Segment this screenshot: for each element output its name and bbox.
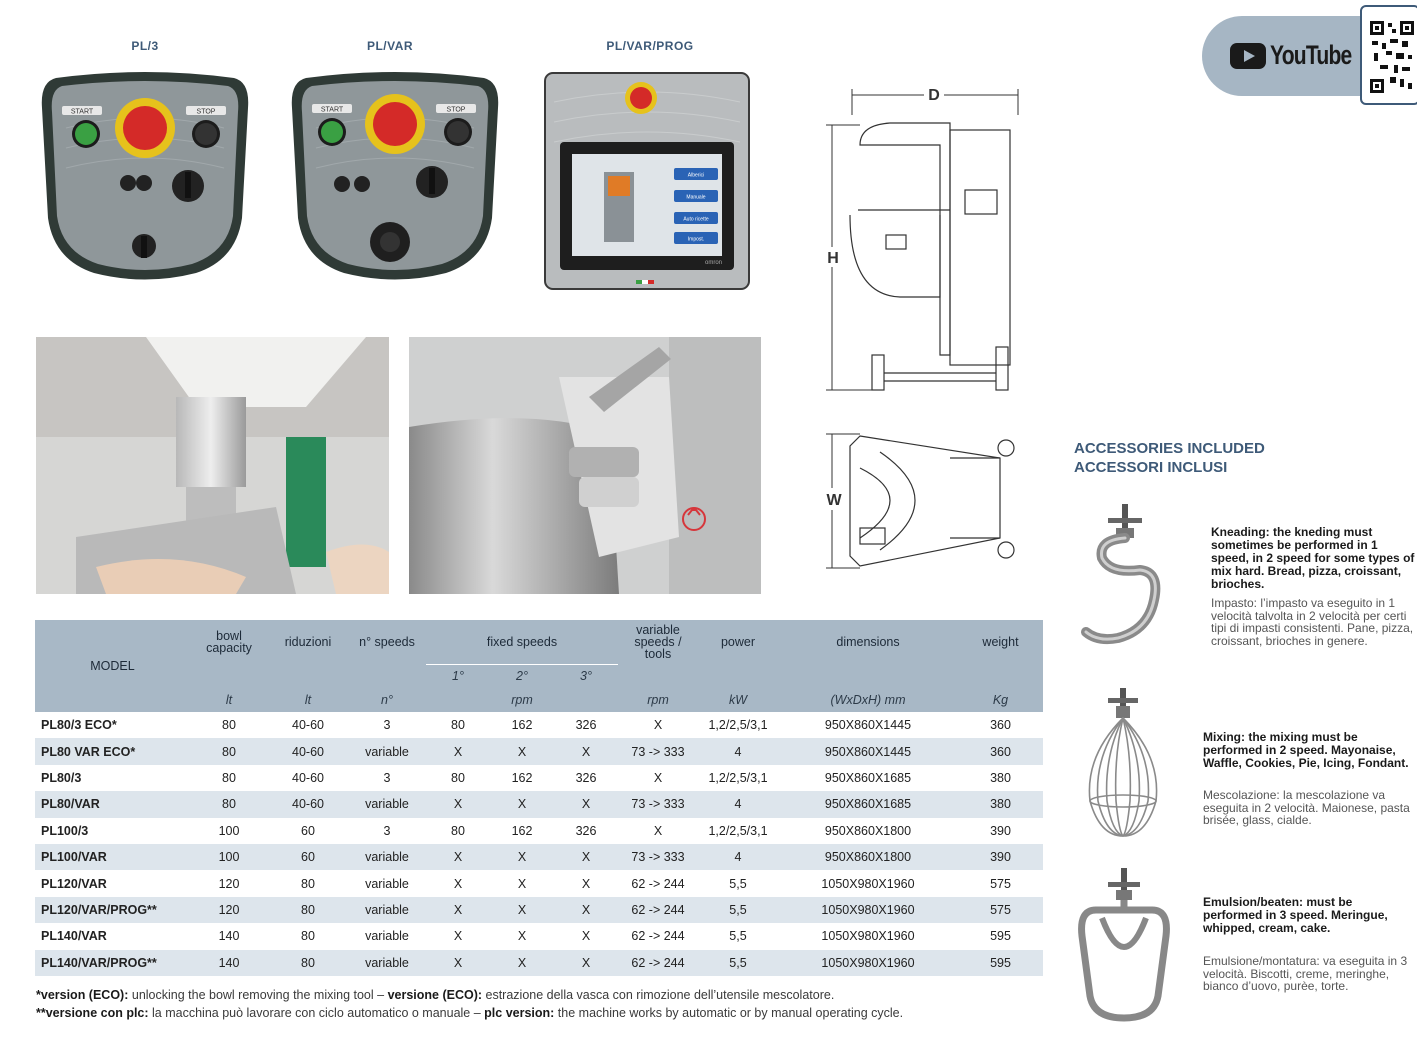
- cell-dimensions: 1050X980X1960: [821, 876, 915, 891]
- cell-speeds: variable: [348, 950, 426, 976]
- cell-weight: 390: [958, 844, 1043, 870]
- header-variable: variable speeds / tools: [618, 620, 698, 664]
- panel-title-pl3: PL/3: [131, 39, 159, 53]
- unit-bowl: lt: [190, 688, 268, 712]
- cell-bowl: 80: [222, 770, 236, 785]
- top-view-diagram: [820, 428, 1035, 573]
- table-row: [35, 791, 1043, 817]
- footnote-eco-text: unlocking the bowl removing the mixing tool –: [128, 988, 388, 1002]
- header-fixed: fixed speeds: [426, 620, 618, 664]
- header-riduzioni: riduzioni: [268, 620, 348, 664]
- cell-speed-2: 162: [511, 770, 533, 785]
- screen-button-label: Auto ricette: [683, 216, 709, 223]
- stop-label-2: STOP: [446, 106, 466, 114]
- accessory-kneading-body: Impasto: l’impasto va eseguito in 1 velocità talvolta in 2 velocità per certi tipi di impasti consistenti. Pane, pizza, croissant, brioches in genere.: [1211, 596, 1414, 648]
- dimension-w-label: W: [826, 492, 842, 509]
- cell-dimensions: 950X860X1445: [824, 718, 912, 733]
- youtube-play-icon[interactable]: [1230, 43, 1266, 69]
- cell-model: PL80/3: [41, 770, 82, 785]
- qr-code-icon: [1370, 21, 1414, 93]
- cell-variable: 73 -> 333: [618, 844, 698, 870]
- cell-speed-1: X: [426, 791, 490, 817]
- cell-bowl: 120: [218, 876, 240, 891]
- screen-button-label: Impost.: [687, 236, 705, 243]
- cell-riduzioni: 80: [268, 897, 348, 923]
- unit-riduzioni: lt: [268, 688, 348, 712]
- cell-riduzioni: 60: [268, 844, 348, 870]
- cell-power: 1,2/2,5/3,1: [708, 770, 768, 785]
- header-speed-1: 1°: [426, 664, 490, 688]
- footnote-plc-text-it: la macchina può lavorare con ciclo automatico o manuale –: [148, 1006, 485, 1020]
- cell-model: PL100/3: [41, 823, 89, 838]
- cell-speeds: variable: [348, 738, 426, 764]
- cell-power: 1,2/2,5/3,1: [708, 823, 768, 838]
- cell-speed-1: X: [426, 844, 490, 870]
- table-row: [35, 923, 1043, 949]
- cell-riduzioni: 80: [268, 950, 348, 976]
- table-row: [35, 897, 1043, 923]
- footnote-plc-label: plc version:: [484, 1006, 555, 1020]
- cell-speeds: variable: [365, 929, 409, 944]
- cell-weight: 595: [958, 950, 1043, 976]
- cell-weight: 380: [990, 770, 1011, 785]
- accessory-kneading-title: Kneading: the kneding must sometimes be performed in 1 speed, in 2 speed for some types of mix hard. Bread, pizza, croissant, brioches.: [1211, 525, 1415, 591]
- accessory-mixing-title: Mixing: the mixing must be performed in 2 speed. Mayonaise, Waffle, Cookies, Pie, Icing, Fondant.: [1203, 730, 1409, 770]
- cell-speed-1: X: [426, 950, 490, 976]
- cell-speed-2: X: [517, 876, 527, 891]
- cell-dimensions: 1050X980X1960: [821, 929, 915, 944]
- cell-speed-1: 80: [451, 823, 465, 838]
- accessory-emulsion-body: Emulsione/montatura: va eseguita in 3 velocità. Biscotti, creme, meringhe, bianco d’uovo, purèe, torte.: [1203, 954, 1408, 993]
- cell-speed-1: X: [453, 929, 463, 944]
- screen-button-label: Alberici: [687, 172, 705, 179]
- unit-fixed: rpm: [426, 688, 618, 712]
- header-bowl: bowl capacity: [190, 620, 268, 664]
- cell-dimensions: 1050X980X1960: [778, 950, 958, 976]
- photo-bowl-lock: [409, 337, 761, 594]
- cell-speeds: variable: [365, 876, 409, 891]
- cell-bowl: 140: [218, 929, 240, 944]
- photo-bowl-coupling: [36, 337, 389, 594]
- cell-speed-1: X: [426, 897, 490, 923]
- unit-speeds: n°: [348, 688, 426, 712]
- panel-title-plvar: PL/VAR: [366, 39, 414, 53]
- cell-weight: 575: [958, 897, 1043, 923]
- cell-speed-3: X: [554, 738, 618, 764]
- cell-power: 1,2/2,5/3,1: [708, 718, 768, 733]
- spec-table: [35, 620, 1043, 976]
- cell-weight: 575: [990, 876, 1011, 891]
- dimension-d-label: D: [928, 87, 940, 104]
- cell-riduzioni: 60: [301, 823, 315, 838]
- cell-speed-1: X: [426, 738, 490, 764]
- cell-weight: 380: [958, 791, 1043, 817]
- cell-bowl: 80: [222, 718, 236, 733]
- panel-title-plvarprog: PL/VAR/PROG: [606, 39, 694, 53]
- cell-variable: 73 -> 333: [618, 791, 698, 817]
- control-panel-plvar: [286, 68, 504, 288]
- footnote-eco: [36, 988, 834, 1002]
- cell-riduzioni: 40-60: [268, 738, 348, 764]
- accessory-mixing-body: Mescolazione: la mescolazione va eseguita in 2 velocità. Maionese, pasta brisée, glass, cialde.: [1203, 788, 1410, 827]
- cell-dimensions: 950X860X1800: [824, 823, 912, 838]
- omron-logo: omron: [704, 260, 722, 266]
- cell-riduzioni: 80: [301, 876, 315, 891]
- cell-dimensions: 950X860X1445: [778, 738, 958, 764]
- cell-speed-3: X: [554, 791, 618, 817]
- cell-riduzioni: 40-60: [292, 718, 324, 733]
- cell-model: PL140/VAR: [41, 929, 107, 944]
- cell-variable: 62 -> 244: [631, 876, 685, 891]
- cell-speeds: 3: [383, 770, 391, 785]
- footnote-plc-label-it: **versione con plc:: [36, 1006, 149, 1020]
- footnote-eco-text-it: estrazione della vasca con rimozione dell’utensile mescolatore.: [482, 988, 835, 1002]
- youtube-label[interactable]: YouTube: [1270, 40, 1352, 70]
- cell-speed-3: 326: [575, 718, 597, 733]
- cell-speed-2: X: [490, 950, 554, 976]
- dimension-h-label: H: [827, 250, 839, 267]
- cell-speed-2: X: [490, 791, 554, 817]
- cell-bowl: 80: [190, 791, 268, 817]
- header-dimensions: dimensions: [778, 620, 958, 664]
- cell-variable: 62 -> 244: [631, 929, 685, 944]
- cell-model: PL100/VAR: [35, 844, 190, 870]
- table-row: [35, 712, 1043, 738]
- cell-power: 5,5: [698, 950, 778, 976]
- flat-beater-icon: [1074, 866, 1174, 1026]
- accessories-title-it: ACCESSORI INCLUSI: [1074, 459, 1228, 476]
- footnote-eco-label: *version (ECO):: [36, 988, 129, 1002]
- cell-speed-3: 326: [575, 770, 597, 785]
- cell-speeds: variable: [348, 791, 426, 817]
- control-panel-plvarprog: [544, 72, 750, 290]
- cell-speeds: variable: [348, 897, 426, 923]
- footnote-plc: [36, 1006, 903, 1020]
- stop-label: STOP: [196, 108, 216, 116]
- table-row: [35, 870, 1043, 896]
- cell-variable: 62 -> 244: [618, 897, 698, 923]
- whisk-icon: [1080, 686, 1166, 841]
- cell-speed-3: X: [581, 876, 591, 891]
- cell-dimensions: 950X860X1685: [824, 770, 912, 785]
- cell-speed-3: X: [554, 844, 618, 870]
- cell-variable: X: [653, 718, 663, 733]
- screen-button-label: Manuale: [686, 194, 706, 201]
- cell-model: PL80 VAR ECO*: [35, 738, 190, 764]
- cell-speeds: variable: [348, 844, 426, 870]
- cell-speed-2: X: [517, 929, 527, 944]
- header-speed-3: 3°: [554, 664, 618, 688]
- control-panel-pl3: [36, 68, 254, 288]
- cell-speed-3: X: [554, 897, 618, 923]
- cell-speeds: 3: [383, 718, 391, 733]
- cell-power: 4: [698, 844, 778, 870]
- cell-power: 5,5: [729, 929, 747, 944]
- cell-speed-3: X: [554, 950, 618, 976]
- accessory-emulsion-title: Emulsion/beaten: must be performed in 3 speed. Meringue, whipped, cream, cake.: [1203, 895, 1388, 935]
- cell-model: PL80/3 ECO*: [41, 718, 117, 733]
- dough-hook-icon: [1078, 500, 1178, 655]
- qr-code[interactable]: [1360, 5, 1417, 105]
- cell-speed-3: X: [581, 929, 591, 944]
- start-label-2: START: [320, 106, 344, 114]
- accessories-title-en: ACCESSORIES INCLUDED: [1074, 440, 1265, 457]
- cell-riduzioni: 40-60: [292, 770, 324, 785]
- header-model: MODEL: [35, 620, 190, 712]
- cell-bowl: 80: [190, 738, 268, 764]
- unit-variable: rpm: [618, 688, 698, 712]
- table-row: [35, 738, 1043, 764]
- cell-speed-3: 326: [575, 823, 597, 838]
- table-row: [35, 844, 1043, 870]
- cell-bowl: 100: [218, 823, 240, 838]
- cell-speed-2: 162: [511, 718, 533, 733]
- cell-bowl: 120: [190, 897, 268, 923]
- cell-variable: 73 -> 333: [618, 738, 698, 764]
- unit-weight: Kg: [958, 688, 1043, 712]
- header-speeds: n° speeds: [348, 620, 426, 664]
- table-row: [35, 765, 1043, 791]
- cell-model: PL120/VAR/PROG**: [35, 897, 190, 923]
- header-weight: weight: [958, 620, 1043, 664]
- cell-speed-2: 162: [511, 823, 533, 838]
- header-power: power: [698, 620, 778, 664]
- cell-riduzioni: 40-60: [268, 791, 348, 817]
- unit-dimensions: (WxDxH) mm: [778, 688, 958, 712]
- cell-power: 5,5: [729, 876, 747, 891]
- side-view-diagram: [820, 85, 1035, 400]
- cell-speed-2: X: [490, 738, 554, 764]
- cell-power: 4: [698, 738, 778, 764]
- accessories-title: [1074, 439, 1265, 477]
- start-label: START: [70, 108, 94, 116]
- footnote-plc-text: the machine works by automatic or by manual operating cycle.: [554, 1006, 904, 1020]
- cell-speed-1: X: [453, 876, 463, 891]
- cell-dimensions: 1050X980X1960: [778, 897, 958, 923]
- cell-speed-1: 80: [451, 770, 465, 785]
- cell-weight: 390: [990, 823, 1011, 838]
- cell-dimensions: 950X860X1685: [778, 791, 958, 817]
- table-row: [35, 818, 1043, 844]
- cell-power: 5,5: [698, 897, 778, 923]
- cell-model: PL140/VAR/PROG**: [35, 950, 190, 976]
- cell-speed-1: 80: [451, 718, 465, 733]
- cell-variable: X: [653, 823, 663, 838]
- header-speed-2: 2°: [490, 664, 554, 688]
- table-row: [35, 950, 1043, 976]
- cell-speeds: 3: [383, 823, 391, 838]
- cell-weight: 595: [990, 929, 1011, 944]
- cell-bowl: 100: [190, 844, 268, 870]
- cell-variable: X: [653, 770, 663, 785]
- cell-weight: 360: [958, 738, 1043, 764]
- cell-power: 4: [698, 791, 778, 817]
- cell-bowl: 140: [190, 950, 268, 976]
- footnote-eco-label-it: versione (ECO):: [387, 988, 483, 1002]
- cell-speed-2: X: [490, 897, 554, 923]
- cell-weight: 360: [990, 718, 1011, 733]
- cell-model: PL80/VAR: [35, 791, 190, 817]
- cell-model: PL120/VAR: [41, 876, 107, 891]
- cell-riduzioni: 80: [301, 929, 315, 944]
- cell-speed-2: X: [490, 844, 554, 870]
- cell-variable: 62 -> 244: [618, 950, 698, 976]
- cell-dimensions: 950X860X1800: [778, 844, 958, 870]
- unit-power: kW: [698, 688, 778, 712]
